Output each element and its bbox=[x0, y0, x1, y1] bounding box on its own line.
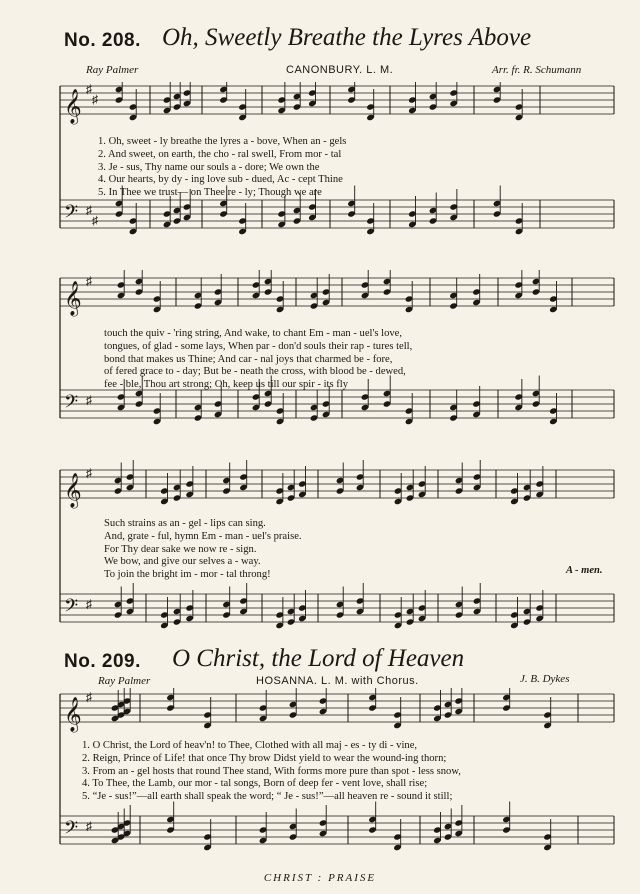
hymn-209-tune: HOSANNA. L. M. with Chorus. bbox=[256, 675, 419, 687]
page-footer: CHRIST : PRAISE bbox=[263, 872, 377, 884]
hymn-208-tune: CANONBURY. L. M. bbox=[286, 64, 394, 76]
hymn-208-number: No. 208. bbox=[64, 30, 141, 51]
music-system-3 bbox=[0, 460, 640, 640]
music-staff-graphic bbox=[0, 460, 640, 640]
svg-text:𝄢: 𝄢 bbox=[64, 202, 79, 227]
music-system-4 bbox=[0, 688, 640, 868]
verse-line: of fered grace to - day; But be - neath the cross, with blood be - dewed, bbox=[104, 366, 406, 378]
svg-text:♯: ♯ bbox=[86, 597, 92, 611]
verse-line: 2. And sweet, on earth, the cho - ral swell, From mor - tal bbox=[98, 148, 342, 160]
verse-line: 3. Je - sus, Thy name our souls a - dore; We own the bbox=[98, 161, 320, 173]
verse-line: We bow, and give our selves a - way. bbox=[104, 556, 261, 568]
hymn-208-arranger: Arr. fr. R. Schumann bbox=[492, 64, 582, 76]
verse-line: For Thy dear sake we now re - sign. bbox=[104, 543, 257, 555]
hymn-208-author: Ray Palmer bbox=[86, 64, 139, 76]
verse-line: 4. To Thee, the Lamb, our mor - tal songs, Born of deep fer - vent love, shall rise; bbox=[82, 778, 428, 790]
verse-line: And, grate - ful, hymn Em - man - uel's praise. bbox=[104, 530, 302, 542]
verse-lines-system-2 bbox=[104, 328, 412, 392]
svg-text:♯: ♯ bbox=[86, 466, 92, 480]
verse-line: 2. Reign, Prince of Life! that once Thy brow Didst yield to wear the wound-ing thorn; bbox=[82, 752, 447, 764]
svg-text:♯: ♯ bbox=[92, 92, 98, 107]
svg-text:♯: ♯ bbox=[86, 690, 92, 704]
svg-text:𝄞: 𝄞 bbox=[64, 281, 82, 316]
verse-lines-system-1 bbox=[98, 136, 346, 200]
svg-text:♯: ♯ bbox=[86, 819, 92, 833]
amen-label: A - men. bbox=[566, 565, 603, 576]
svg-text:𝄞: 𝄞 bbox=[64, 697, 82, 732]
verse-line: fee - ble, Thou art strong; Oh, keep us till our spir - its fly bbox=[104, 379, 349, 391]
svg-text:𝄞: 𝄞 bbox=[64, 89, 82, 124]
verse-line: bond that makes us Thine; And car - nal joys that charmed be - fore, bbox=[104, 353, 393, 365]
svg-text:𝄞: 𝄞 bbox=[64, 473, 82, 508]
verse-line: Such strains as an - gel - lips can sing. bbox=[104, 518, 266, 529]
hymn-209-author: Ray Palmer bbox=[98, 675, 151, 687]
hymn-208-title: Oh, Sweetly Breathe the Lyres Above bbox=[162, 24, 532, 51]
svg-text:♯: ♯ bbox=[86, 274, 92, 288]
verse-lines-system-4 bbox=[82, 740, 461, 804]
svg-text:𝄢: 𝄢 bbox=[64, 392, 79, 417]
verse-line: To join the bright im - mor - tal throng! bbox=[104, 569, 271, 581]
svg-text:♯: ♯ bbox=[86, 393, 92, 407]
verse-line: 4. Our hearts, by dy - ing love sub - dued, Ac - cept Thine bbox=[98, 174, 343, 186]
verse-line: 3. From an - gel hosts that round Thee stand, With forms more pure than spot - less snow, bbox=[82, 765, 461, 777]
svg-text:♯: ♯ bbox=[92, 213, 98, 228]
hymn-209-title: O Christ, the Lord of Heaven bbox=[172, 645, 465, 672]
verse-line: touch the quiv - 'ring string, And wake, to chant Em - man - uel's love, bbox=[104, 328, 403, 339]
verse-line: tongues, of glad - some lays, When par - don'd souls their rap - tures tell, bbox=[104, 340, 413, 352]
verse-line: 5. In Thee we trust— on Thee re - ly; Though we are bbox=[98, 187, 322, 199]
verse-line: 1. Oh, sweet - ly breathe the lyres a - bove, When an - gels bbox=[98, 136, 347, 147]
hymn-209-number: No. 209. bbox=[64, 651, 141, 672]
verse-line: 5. “Je - sus!”—all earth shall speak the word; “ Je - sus!”—all heaven re - sound it still; bbox=[82, 791, 453, 803]
hymn-209-composer: J. B. Dykes bbox=[520, 673, 570, 685]
svg-text:♯: ♯ bbox=[86, 203, 92, 217]
svg-text:𝄢: 𝄢 bbox=[64, 818, 79, 843]
verse-lines-system-3 bbox=[104, 518, 302, 582]
verse-line: 1. O Christ, the Lord of heav'n! to Thee, Clothed with all maj - es - ty di - vine, bbox=[82, 740, 418, 751]
svg-text:𝄢: 𝄢 bbox=[64, 596, 79, 621]
svg-text:♯: ♯ bbox=[86, 82, 92, 96]
music-system-1 bbox=[0, 82, 640, 252]
music-system-2 bbox=[0, 270, 640, 440]
